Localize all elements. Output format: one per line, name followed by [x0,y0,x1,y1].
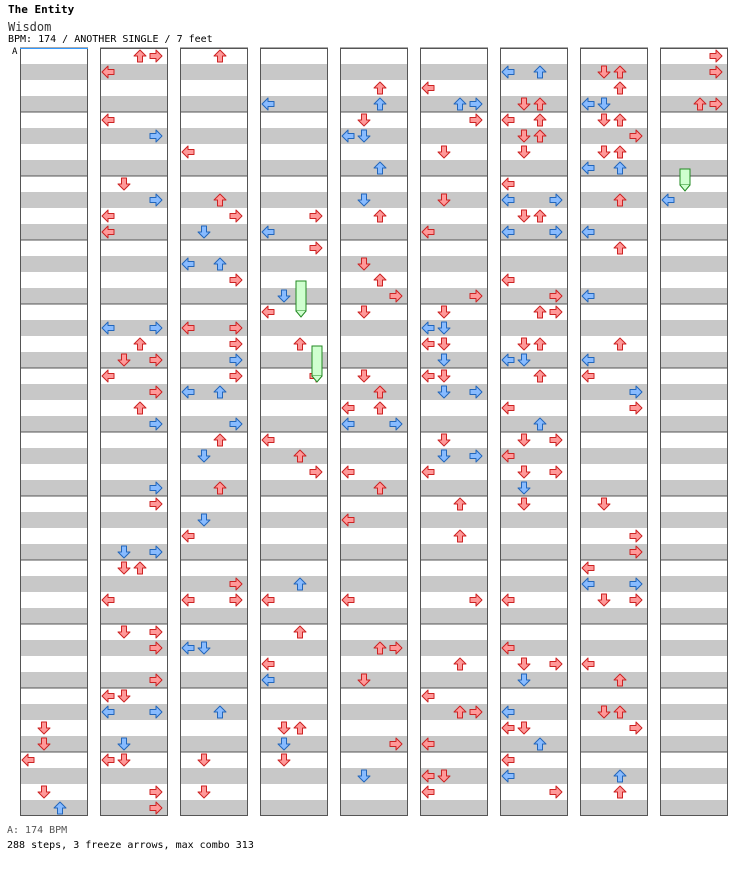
beat-stripe [20,672,88,688]
beat-stripe [260,416,328,432]
beat-stripe [260,480,328,496]
chart-column [500,48,568,816]
beat-stripe [340,320,408,336]
freeze-body [312,346,322,376]
beat-stripe [340,672,408,688]
beat-stripe [20,192,88,208]
beat-stripe [180,96,248,112]
beat-stripe [20,480,88,496]
chart-column [260,48,328,816]
beat-stripe [180,544,248,560]
beat-stripe [420,192,488,208]
beat-stripe [500,384,568,400]
beat-stripe [20,416,88,432]
beat-stripe [20,160,88,176]
beat-stripe [580,320,648,336]
chart-column [420,48,488,816]
beat-stripe [660,544,728,560]
beat-stripe [340,64,408,80]
beat-stripe [260,192,328,208]
beat-stripe [660,256,728,272]
beat-stripe [260,640,328,656]
artist-title: The Entity [8,3,75,16]
beat-stripe [260,800,328,816]
beat-stripe [660,352,728,368]
beat-stripe [340,544,408,560]
beat-stripe [420,480,488,496]
beat-stripe [580,448,648,464]
beat-stripe [180,800,248,816]
beat-stripe [660,672,728,688]
beat-stripe [660,736,728,752]
beat-stripe [260,384,328,400]
beat-stripe [100,608,168,624]
beat-stripe [500,512,568,528]
beat-stripe [500,672,568,688]
beat-stripe [340,608,408,624]
beat-stripe [580,480,648,496]
beat-stripe [340,576,408,592]
freeze-arrow [296,281,306,317]
beat-stripe [20,448,88,464]
beat-stripe [660,640,728,656]
beat-stripe [260,256,328,272]
beat-stripe [180,512,248,528]
beat-stripe [420,256,488,272]
beat-stripe [100,768,168,784]
beat-stripe [420,640,488,656]
beat-stripe [660,480,728,496]
beat-stripe [260,288,328,304]
beat-stripe [20,512,88,528]
beat-stripe [420,352,488,368]
beat-stripe [420,128,488,144]
beat-stripe [20,544,88,560]
beat-stripe [180,64,248,80]
beat-stripe [420,512,488,528]
beat-stripe [260,160,328,176]
beat-stripe [260,128,328,144]
beat-stripe [20,352,88,368]
beat-stripe [260,768,328,784]
beat-stripe [20,256,88,272]
beat-stripe [340,800,408,816]
beat-stripe [660,416,728,432]
beat-stripe [20,768,88,784]
beat-stripe [20,128,88,144]
beat-stripe [580,256,648,272]
beat-stripe [180,288,248,304]
beat-stripe [580,640,648,656]
beat-stripe [340,448,408,464]
beat-stripe [500,160,568,176]
chart-column [20,48,88,816]
beat-stripe [20,320,88,336]
chart-column [580,48,648,816]
beat-stripe [100,512,168,528]
chart-column [180,48,248,816]
bpm-marker: A [12,47,18,57]
beat-stripe [20,704,88,720]
beat-stripe [100,736,168,752]
beat-stripe [500,480,568,496]
beat-stripe [20,64,88,80]
beat-stripe [260,704,328,720]
beat-stripe [260,736,328,752]
beat-stripe [420,800,488,816]
beat-stripe [660,576,728,592]
beat-stripe [20,224,88,240]
beat-stripe [340,256,408,272]
beat-stripe [20,736,88,752]
beat-stripe [20,288,88,304]
beat-stripe [180,224,248,240]
beat-stripe [100,160,168,176]
chart-column [100,48,168,816]
beat-stripe [500,800,568,816]
beat-stripe [660,128,728,144]
beat-stripe [100,256,168,272]
beat-stripe [260,544,328,560]
beat-stripe [180,736,248,752]
beat-stripe [500,256,568,272]
beat-stripe [20,608,88,624]
song-title: Wisdom [8,20,52,34]
beat-stripe [580,512,648,528]
beat-stripe [660,384,728,400]
beat-stripe [340,352,408,368]
chart-column [660,48,728,816]
beat-stripe [20,640,88,656]
freeze-arrow [312,346,322,382]
beat-stripe [260,320,328,336]
beat-stripe [660,800,728,816]
freeze-body [680,169,690,185]
beat-stripe [100,96,168,112]
beat-stripe [180,448,248,464]
beat-stripe [180,128,248,144]
beat-stripe [260,512,328,528]
beat-stripe [660,320,728,336]
beat-stripe [20,576,88,592]
beat-stripe [660,288,728,304]
beat-stripe [580,800,648,816]
beat-stripe [260,64,328,80]
beat-stripe [500,608,568,624]
beat-stripe [660,448,728,464]
beat-stripe [100,448,168,464]
chart-meta: BPM: 174 / ANOTHER SINGLE / 7 feet [8,34,213,45]
beat-stripe [420,672,488,688]
beat-stripe [500,576,568,592]
beat-stripe [340,704,408,720]
beat-stripe [20,384,88,400]
beat-stripe [660,704,728,720]
freeze-body [296,281,306,311]
beat-stripe [580,416,648,432]
beat-stripe [660,512,728,528]
beat-stripe [100,288,168,304]
beat-stripe [340,768,408,784]
beat-stripe [660,768,728,784]
beat-stripe [580,608,648,624]
beat-stripe [340,192,408,208]
beat-stripe [660,160,728,176]
chart-column [340,48,408,816]
beat-stripe [180,672,248,688]
beat-stripe [420,576,488,592]
beat-stripe [20,96,88,112]
bpm-legend: A: 174 BPM [7,825,68,836]
beat-stripe [180,608,248,624]
beat-stripe [580,736,648,752]
chart-stats: 288 steps, 3 freeze arrows, max combo 313 [7,840,254,851]
beat-stripe [660,608,728,624]
beat-stripe [100,576,168,592]
beat-stripe [420,544,488,560]
beat-stripe [420,608,488,624]
beat-stripe [660,224,728,240]
beat-stripe [500,544,568,560]
beat-stripe [420,64,488,80]
beat-stripe [420,416,488,432]
beat-stripe [420,160,488,176]
beat-stripe [340,224,408,240]
beat-stripe [500,320,568,336]
beat-stripe [180,160,248,176]
beat-stripe [260,608,328,624]
beat-stripe [180,768,248,784]
